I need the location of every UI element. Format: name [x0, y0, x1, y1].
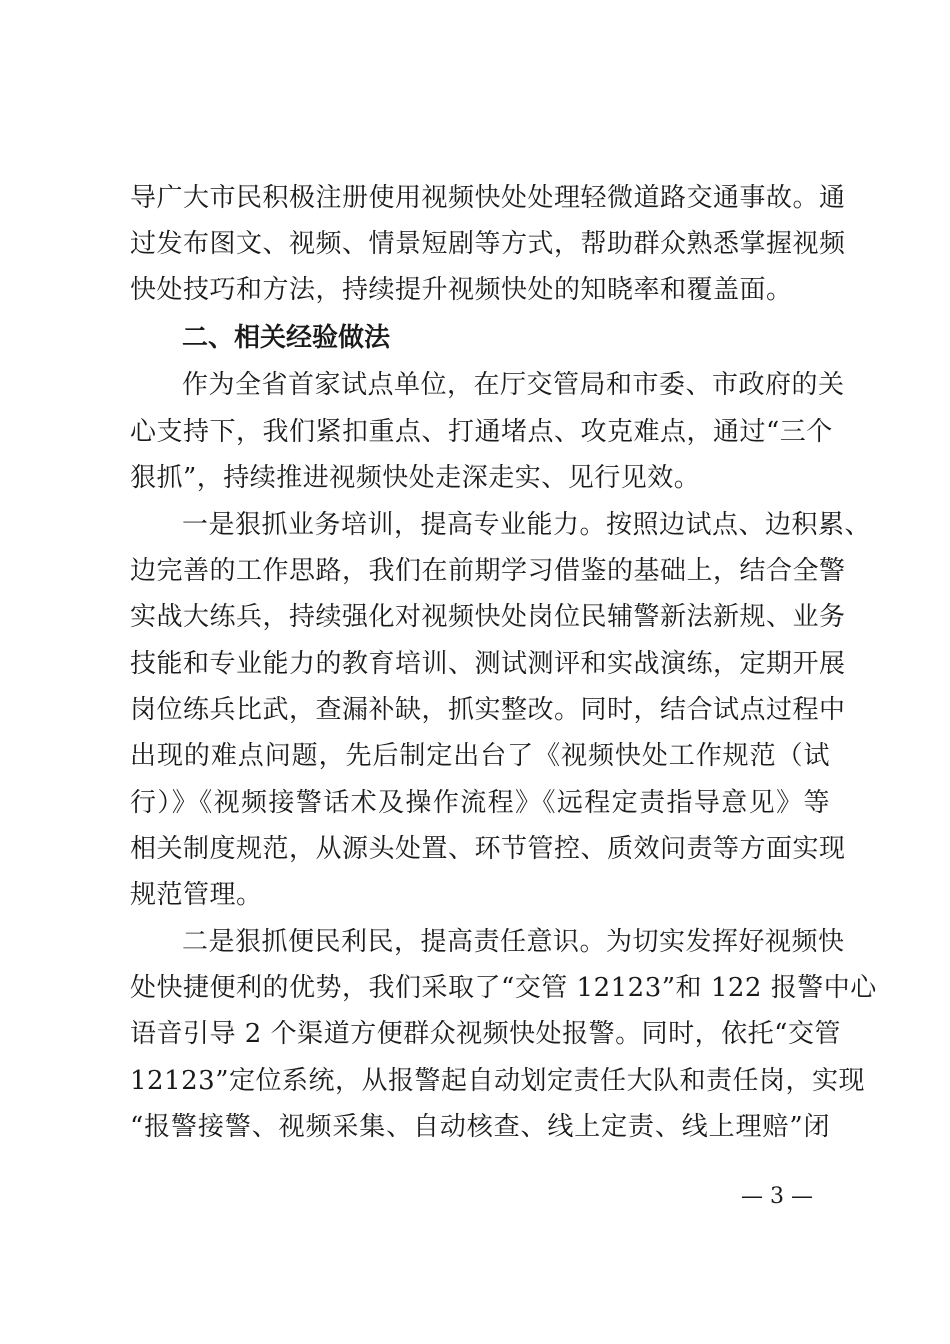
body-line: 12123”定位系统，从报警起自动划定责任大队和责任岗，实现	[130, 1066, 866, 1096]
body-line: 心支持下，我们紧扣重点、打通堵点、攻克难点，通过“三个	[130, 417, 833, 447]
page-number: — 3 —	[741, 1184, 813, 1209]
body-line: 作为全省首家试点单位，在厅交管局和市委、市政府的关	[182, 370, 845, 400]
body-line: 出现的难点问题，先后制定出台了《视频快处工作规范（试	[130, 741, 830, 771]
body-line: 规范管理。	[130, 880, 263, 910]
body-line: 过发布图文、视频、情景短剧等方式，帮助群众熟悉掌握视频	[130, 229, 846, 259]
body-line: 处快捷便利的优势，我们采取了“交管 12123”和 122 报警中心	[130, 973, 877, 1003]
body-line: 快处技巧和方法，持续提升视频快处的知晓率和覆盖面。	[130, 275, 793, 305]
body-line: 岗位练兵比武，查漏补缺，抓实整改。同时，结合试点过程中	[130, 695, 846, 725]
body-line: 二是狠抓便民利民，提高责任意识。为切实发挥好视频快	[182, 927, 845, 957]
section-heading: 二、相关经验做法	[182, 323, 391, 353]
body-line: 边完善的工作思路，我们在前期学习借鉴的基础上，结合全警	[130, 556, 846, 586]
body-line: 导广大市民积极注册使用视频快处处理轻微道路交通事故。通	[130, 183, 846, 213]
body-line: 一是狠抓业务培训，提高专业能力。按照边试点、边积累、	[182, 510, 872, 540]
body-line: 实战大练兵，持续强化对视频快处岗位民辅警新法新规、业务	[130, 602, 846, 632]
body-line: 相关制度规范，从源头处置、环节管控、质效问责等方面实现	[130, 834, 846, 864]
body-line: 语音引导 2 个渠道方便群众视频快处报警。同时，依托“交管	[130, 1019, 841, 1049]
body-line: 技能和专业能力的教育培训、测试测评和实战演练，定期开展	[130, 649, 846, 679]
body-line: “报警接警、视频采集、自动核查、线上定责、线上理赔”闭	[130, 1112, 830, 1142]
body-line: 行）》《视频接警话术及操作流程》《远程定责指导意见》等	[130, 788, 830, 818]
body-line: 狠抓”，持续推进视频快处走深走实、见行见效。	[130, 463, 701, 493]
